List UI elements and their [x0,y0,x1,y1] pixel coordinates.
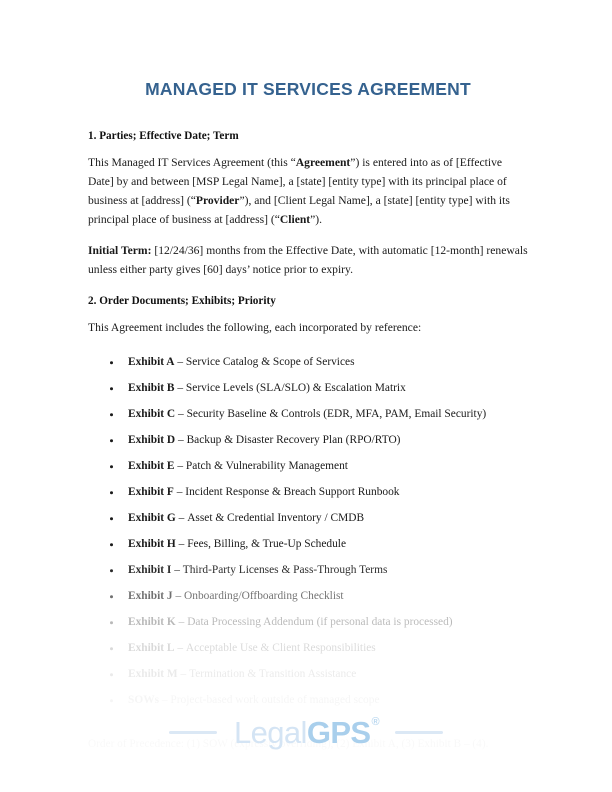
spacer [88,229,528,242]
term-provider: Provider [195,193,240,207]
exhibit-label: Exhibit D [128,434,176,447]
exhibit-separator: – [174,642,186,655]
exhibit-separator: – [172,590,185,603]
exhibit-separator: – [171,564,183,577]
bullet-icon [110,673,113,676]
list-item [88,610,528,636]
section-heading-order-documents: 2. Order Documents; Exhibits; Priority [88,294,276,307]
exhibit-separator: – [175,616,188,629]
exhibit-description: Security Baseline & Controls (EDR, MFA, PAM, Email Security) [186,408,487,421]
page-title: MANAGED IT SERVICES AGREEMENT [145,79,471,99]
legalgps-logo [233,714,380,750]
bullet-icon [110,491,113,494]
initial-term-paragraph [88,242,528,280]
exhibit-separator: – [175,434,187,447]
exhibit-label: Exhibit M [128,668,178,681]
bullet-icon [110,387,113,390]
exhibit-separator: – [175,512,188,525]
exhibit-list [88,350,528,714]
list-item [88,428,528,454]
section-heading-parties: 1. Parties; Effective Date; Term [88,130,239,142]
logo-text-legal: Legal [233,714,307,750]
exhibit-label: Exhibit A [128,356,175,369]
exhibit-separator: – [174,382,186,395]
exhibit-description: Acceptable Use & Client Responsibilities [185,642,376,655]
exhibit-label: Exhibit C [128,408,176,421]
document-body [88,0,528,753]
bullet-icon [110,621,113,624]
parties-text-lead: This Managed IT Services Agreement (this “ [88,156,296,170]
exhibit-separator: – [177,668,190,681]
bullet-icon [110,647,113,650]
exhibit-label: Exhibit G [128,512,176,525]
exhibit-label: Exhibit J [128,590,173,603]
list-item [88,506,528,532]
spacer [88,280,528,293]
footer-rule-right [395,731,443,734]
list-item [88,584,528,610]
exhibit-description: Service Catalog & Scope of Services [185,356,355,369]
bullet-icon [110,439,113,442]
list-item [88,636,528,662]
bullet-icon [110,595,113,598]
initial-term-label: Initial Term: [88,244,152,258]
registered-trademark-icon: ® [371,716,380,729]
term-client: Client [279,212,311,226]
parties-paragraph [88,154,528,229]
exhibit-separator: – [174,460,186,473]
exhibit-description: Incident Response & Breach Support Runbook [185,486,400,499]
logo-text-gps: GPS [306,714,371,750]
list-item [88,454,528,480]
exhibit-label: Exhibit L [128,642,175,655]
list-item [88,402,528,428]
list-item [88,376,528,402]
exhibit-label: Exhibit E [128,460,175,473]
parties-text-mid-1: ”) is entered into as of [Effective Date] by and between [MSP Legal Name], a [state] [entity type] with its principal place of business at [address] (“ [88,156,507,207]
exhibit-description: Asset & Credential Inventory / CMDB [187,512,365,525]
exhibits-intro: This Agreement includes the following, each incorporated by reference: [88,321,422,335]
list-item [88,662,528,688]
exhibit-separator: – [175,538,188,551]
footer-branding [0,706,612,758]
exhibit-separator: – [173,486,186,499]
list-item [88,558,528,584]
exhibit-description: Termination & Transition Assistance [189,668,357,681]
exhibit-description: Service Levels (SLA/SLO) & Escalation Matrix [185,382,406,395]
exhibit-label: Exhibit H [128,538,176,551]
bullet-icon [110,413,113,416]
spacer [88,144,528,154]
spacer [88,100,528,128]
bullet-icon [110,569,113,572]
exhibit-description: Data Processing Addendum (if personal data is processed) [187,616,453,629]
initial-term-text: [12/24/36] months from the Effective Date, with automatic [12-month] renewals unless either party gives [60] days’ notice prior to expiry. [88,244,528,277]
footer-rule-left [169,731,217,734]
bullet-icon [110,465,113,468]
parties-text-end: ”). [310,212,323,226]
exhibit-description: Onboarding/Offboarding Checklist [184,590,344,603]
exhibit-separator: – [174,356,186,369]
bullet-icon [110,361,113,364]
list-item [88,350,528,376]
exhibit-description: Third-Party Licenses & Pass-Through Terms [182,564,388,577]
exhibit-label: Exhibit K [128,616,176,629]
bullet-icon [110,543,113,546]
parties-text-mid-2: ”), and [Client Legal Name], a [state] [entity type] with its principal place of business at [address] (“ [88,193,510,226]
exhibit-label: Exhibit B [128,382,175,395]
list-item [88,532,528,558]
spacer [88,338,528,350]
bullet-icon [110,699,113,702]
bullet-icon [110,517,113,520]
exhibit-description: Patch & Vulnerability Management [185,460,348,473]
spacer [88,309,528,319]
exhibit-description: Fees, Billing, & True-Up Schedule [187,538,347,551]
exhibit-separator: – [175,408,187,421]
term-agreement: Agreement [295,156,351,170]
exhibit-description: Backup & Disaster Recovery Plan (RPO/RTO) [186,434,401,447]
list-item [88,480,528,506]
exhibit-label: Exhibit F [128,486,174,499]
exhibit-label: Exhibit I [128,564,172,577]
